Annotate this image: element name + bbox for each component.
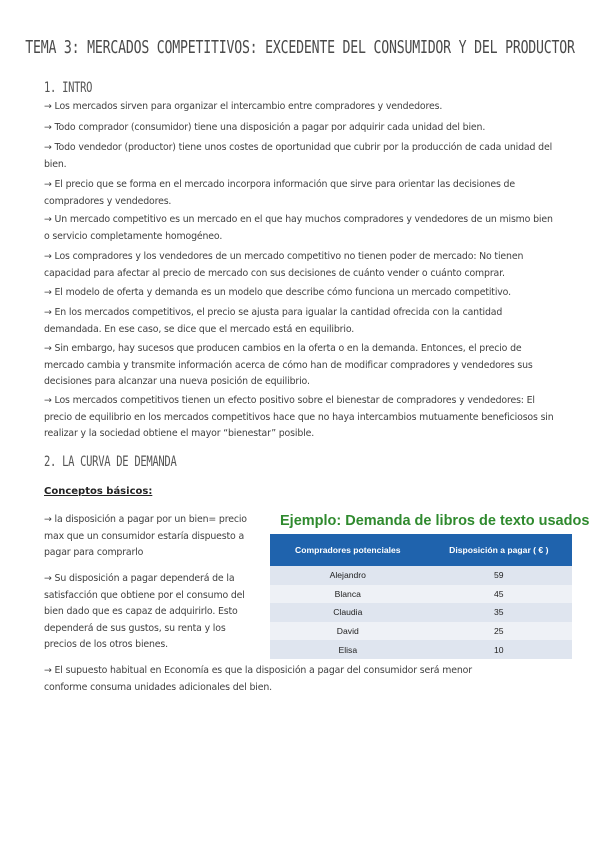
buyer-name: Blanca bbox=[270, 585, 426, 604]
paragraph: → la disposición a pagar por un bien= precio max que un consumidor estaría dispuesto a pagar para comprarlo bbox=[44, 514, 247, 559]
table-header-row bbox=[270, 534, 572, 566]
section-heading-demand-curve: 2. LA CURVA DE DEMANDA bbox=[44, 454, 177, 471]
willingness-value: 35 bbox=[426, 603, 572, 622]
column-header-willingness: Disposición a pagar ( € ) bbox=[426, 534, 572, 566]
buyer-name: Alejandro bbox=[270, 566, 426, 585]
paragraph: → Los mercados sirven para organizar el intercambio entre compradores y vendedores. bbox=[44, 101, 443, 112]
paragraph: → El precio que se forma en el mercado incorpora información que sirve para orientar las decisiones de compradores y vendedores. bbox=[44, 179, 515, 207]
table-row bbox=[270, 622, 572, 641]
column-header-buyers: Compradores potenciales bbox=[270, 534, 426, 566]
paragraph: → Todo vendedor (productor) tiene unos costes de oportunidad que cubrir por la producción de cada unidad del bien. bbox=[44, 142, 553, 170]
willingness-value: 59 bbox=[426, 566, 572, 585]
buyer-name: Elisa bbox=[270, 640, 426, 659]
table-row bbox=[270, 585, 572, 604]
subheading-basic-concepts: Conceptos básicos: bbox=[44, 486, 153, 497]
section-heading-intro: 1. INTRO bbox=[44, 80, 93, 97]
willingness-value: 45 bbox=[426, 585, 572, 604]
willingness-value: 25 bbox=[426, 622, 572, 641]
paragraph: → En los mercados competitivos, el precio se ajusta para igualar la cantidad ofrecida con la cantidad demandada. En ese caso, se dice que el mercado está en equilibrio. bbox=[44, 307, 503, 335]
paragraph: → Todo comprador (consumidor) tiene una disposición a pagar por adquirir cada unidad del bien. bbox=[44, 122, 486, 133]
buyer-name: David bbox=[270, 622, 426, 641]
buyer-name: Claudia bbox=[270, 603, 426, 622]
willingness-to-pay-table bbox=[270, 534, 572, 659]
willingness-value: 10 bbox=[426, 640, 572, 659]
paragraph: → El supuesto habitual en Economía es que la disposición a pagar del consumidor será menor conforme consuma unidades adicionales del bien. bbox=[44, 665, 472, 693]
paragraph: → Los compradores y los vendedores de un mercado competitivo no tienen poder de mercado: No tienen capacidad para afectar al precio de mercado con sus decisiones de cuánto vender o cuánto comprar. bbox=[44, 251, 524, 279]
example-figure bbox=[268, 506, 590, 664]
paragraph: → Un mercado competitivo es un mercado en el que hay muchos compradores y vendedores de un mismo bien o servicio completamente homogéneo. bbox=[44, 214, 553, 242]
page-title: TEMA 3: MERCADOS COMPETITIVOS: EXCEDENTE DEL CONSUMIDOR Y DEL PRODUCTOR bbox=[25, 38, 575, 59]
table-row bbox=[270, 566, 572, 585]
paragraph: → Sin embargo, hay sucesos que producen cambios en la oferta o en la demanda. Entonces, el precio de mercado cambia y transmite información acerca de cómo han de modificar compradores y vendedores sus decisiones para alcanzar una nueva posición de equilibrio. bbox=[44, 343, 533, 388]
paragraph: → Los mercados competitivos tienen un efecto positivo sobre el bienestar de compradores y vendedores: El precio de equilibrio en los mercados competitivos hace que no haya intercambios mutuamente beneficiosos sin realizar y la sociedad obtiene el mayor “bienestar” posible. bbox=[44, 395, 554, 440]
paragraph: → El modelo de oferta y demanda es un modelo que describe cómo funciona un mercado competitivo. bbox=[44, 287, 511, 298]
example-title: Ejemplo: Demanda de libros de texto usados bbox=[280, 513, 590, 529]
table-row bbox=[270, 640, 572, 659]
paragraph: → Su disposición a pagar dependerá de la satisfacción que obtiene por el consumo del bien dado que es capaz de adquirirlo. Esto dependerá de sus gustos, su renta y los precios de los otros bienes. bbox=[44, 573, 245, 651]
table-row bbox=[270, 603, 572, 622]
